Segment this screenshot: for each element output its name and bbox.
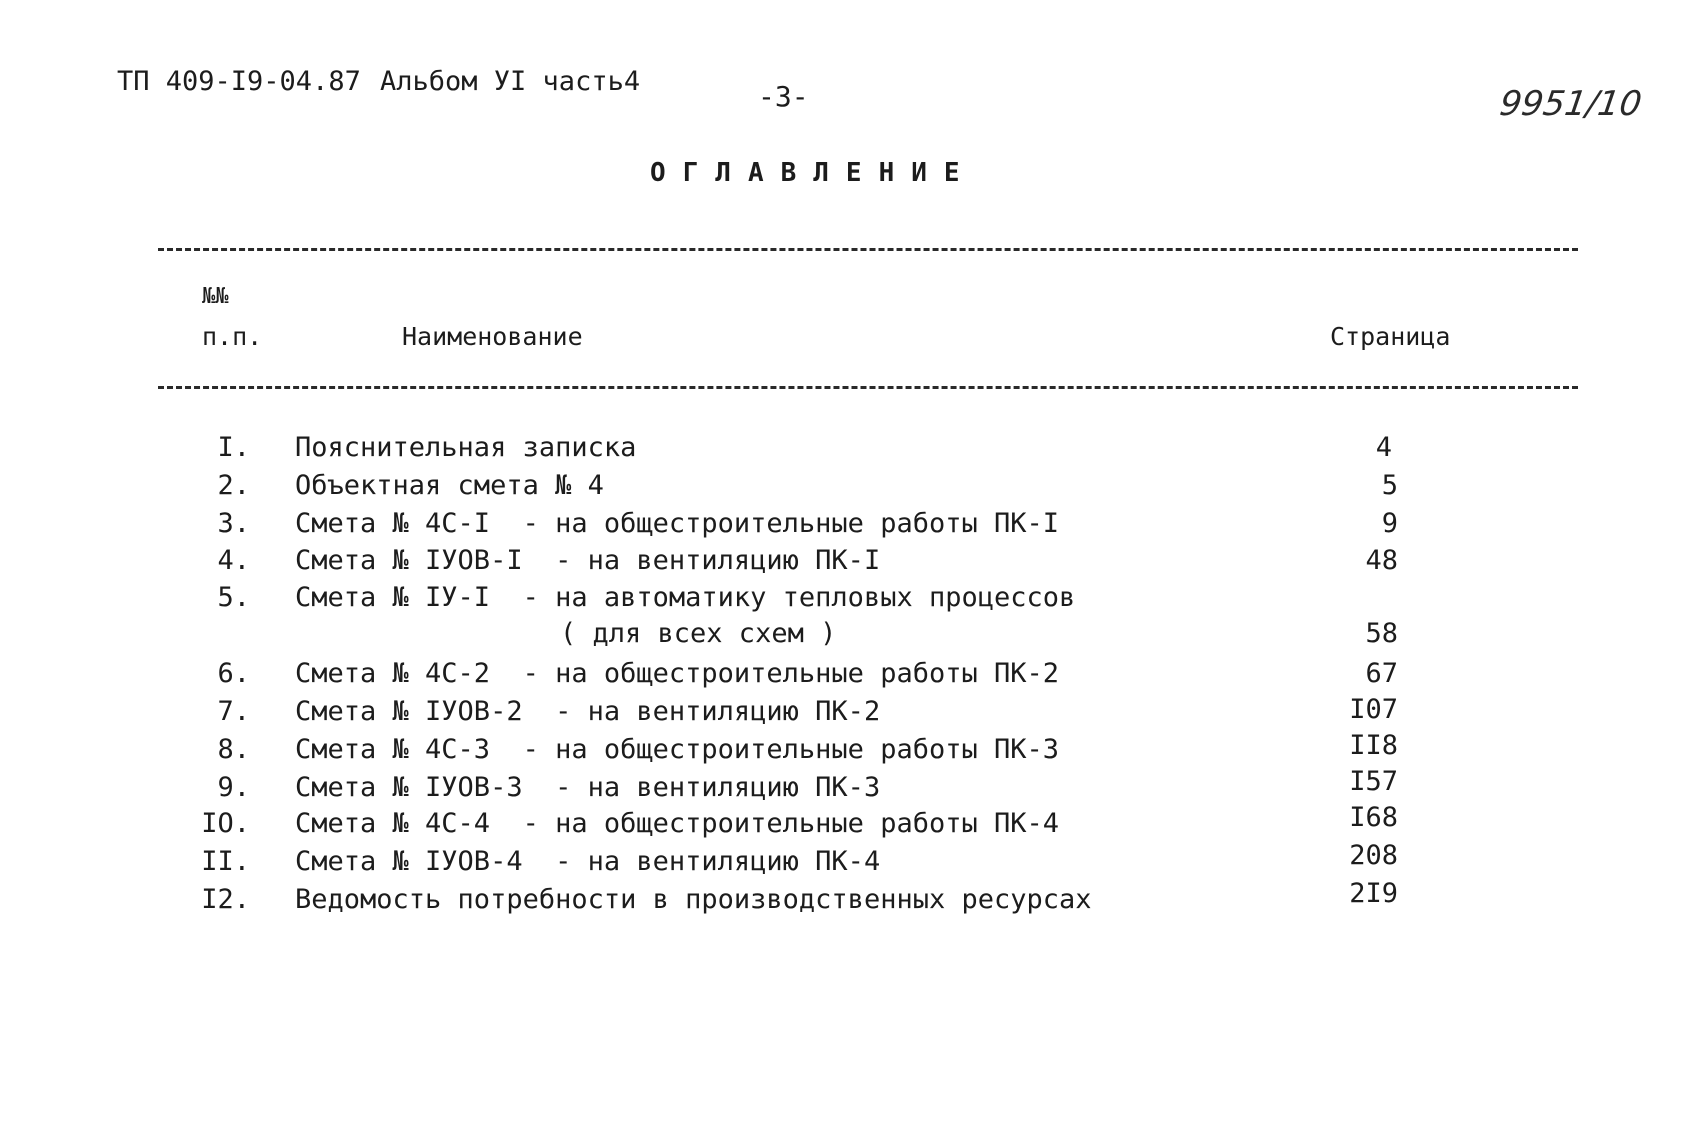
row-page: 4 <box>1375 432 1392 463</box>
row-page: I07 <box>1349 694 1398 725</box>
row-number: II. <box>201 846 250 877</box>
row-number: I2. <box>201 884 250 915</box>
row-name: Смета № 4С-3 - на общестроительные работы ПК-3 <box>295 734 1060 765</box>
row-name: Смета № IУОВ-4 - на вентиляцию ПК-4 <box>295 846 881 877</box>
row-name: Смета № IУОВ-I - на вентиляцию ПК-I <box>295 545 881 576</box>
row-name: Пояснительная записка <box>295 432 637 463</box>
row-name-continuation: ( для всех схем ) <box>560 618 837 649</box>
row-page: 9 <box>1381 508 1398 539</box>
row-number: 4. <box>217 545 250 576</box>
archive-number: 9951/10 <box>1497 84 1645 124</box>
column-header-number-line2: п.п. <box>202 322 263 351</box>
row-number: 3. <box>217 508 250 539</box>
row-number: 7. <box>217 696 250 727</box>
row-number: 6. <box>217 658 250 689</box>
row-name: Смета № IУОВ-3 - на вентиляцию ПК-3 <box>295 772 881 803</box>
column-header-page: Страница <box>1330 322 1451 351</box>
page-number: -3- <box>758 80 809 113</box>
row-number: 5. <box>217 582 250 613</box>
row-name: Смета № IУ-I - на автоматику тепловых процессов <box>295 582 1076 613</box>
row-name: Ведомость потребности в производственных ресурсах <box>295 884 1092 915</box>
table-header-rule <box>158 386 1578 389</box>
row-number: 8. <box>217 734 250 765</box>
table-top-rule <box>158 248 1578 251</box>
row-name: Смета № 4С-4 - на общестроительные работы ПК-4 <box>295 808 1060 839</box>
row-page: 48 <box>1365 545 1398 576</box>
document-code: ТП 409-I9-04.87 <box>117 66 361 97</box>
row-number: I. <box>217 432 250 463</box>
row-page: 5 <box>1381 470 1398 501</box>
row-page: 208 <box>1349 840 1398 871</box>
row-number: 2. <box>217 470 250 501</box>
row-page: 58 <box>1365 618 1398 649</box>
row-name: Смета № 4С-I - на общестроительные работы ПК-I <box>295 508 1060 539</box>
row-name: Смета № 4С-2 - на общестроительные работы ПК-2 <box>295 658 1060 689</box>
row-name: Смета № IУОВ-2 - на вентиляцию ПК-2 <box>295 696 881 727</box>
toc-title: ОГЛАВЛЕНИЕ <box>650 158 977 188</box>
row-number: IO. <box>201 808 250 839</box>
column-header-name: Наименование <box>402 322 583 351</box>
row-number: 9. <box>217 772 250 803</box>
row-page: 2I9 <box>1349 878 1398 909</box>
row-page: 67 <box>1365 658 1398 689</box>
row-name: Объектная смета № 4 <box>295 470 604 501</box>
album-label: Альбом УI часть4 <box>380 66 641 97</box>
column-header-number-line1: №№ <box>202 284 229 309</box>
row-page: II8 <box>1349 730 1398 761</box>
row-page: I68 <box>1349 802 1398 833</box>
row-page: I57 <box>1349 766 1398 797</box>
